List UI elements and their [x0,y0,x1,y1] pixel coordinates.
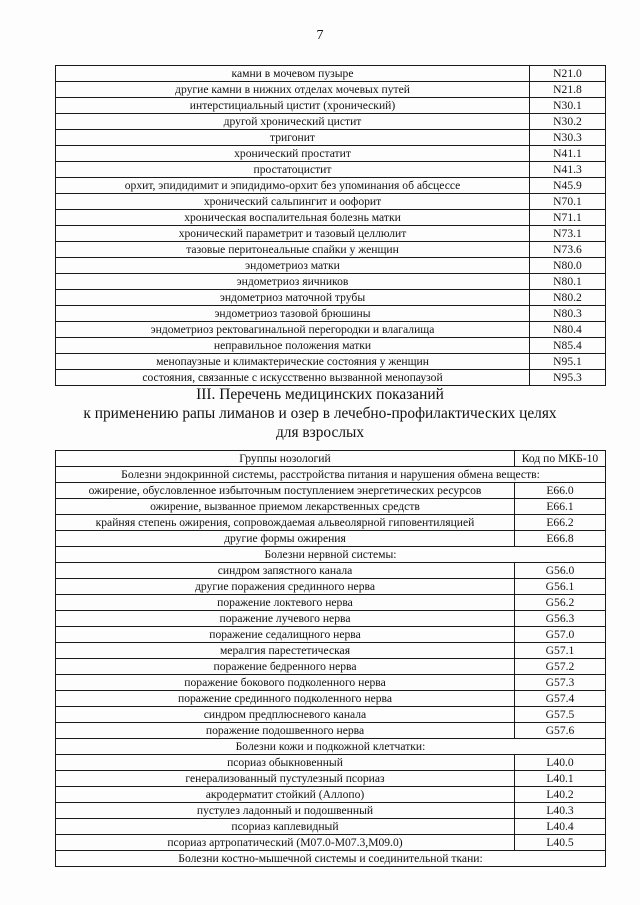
nosology-name: генерализованный пустулезный псориаз [56,771,515,787]
diagnosis-name: тригонит [56,130,530,146]
table-row [56,306,606,322]
nosology-name: другие поражения срединного нерва [56,579,515,595]
section-heading-line-3: для взрослых [275,424,365,441]
table-row [56,659,606,675]
table-row [56,579,606,595]
icd-code: N45.9 [530,178,606,194]
diagnosis-name: эндометриоз маточной трубы [56,290,530,306]
icd-code: N73.1 [530,226,606,242]
icd-code: N41.3 [530,162,606,178]
nosology-name: пустулез ладонный и подошвенный [56,803,515,819]
icd-code: E66.1 [515,499,606,515]
nosology-name: ожирение, обусловленное избыточным поступлением энергетических ресурсов [56,483,515,499]
table-header-row [56,451,606,467]
column-header-icd-code: Код по МКБ-10 [515,451,606,467]
nosology-name: поражение бокового подколенного нерва [56,675,515,691]
nosology-name: псориаз артропатический (M07.0-M07.3,M09.0) [56,835,515,851]
icd-code: N80.4 [530,322,606,338]
icd-code: N73.6 [530,242,606,258]
table-row [56,483,606,499]
table-row [56,114,606,130]
nosology-name: поражение подошвенного нерва [56,723,515,739]
disease-group-title: Болезни кожи и подкожной клетчатки: [56,739,606,755]
table-row [56,290,606,306]
diagnosis-name: хроническая воспалительная болезнь матки [56,210,530,226]
icd-code: N80.1 [530,274,606,290]
nosology-name: поражение седалищного нерва [56,627,515,643]
table-row [56,162,606,178]
table-row [56,627,606,643]
icd-code: N41.1 [530,146,606,162]
nosology-name: поражение срединного подколенного нерва [56,691,515,707]
diagnosis-name: эндометриоз яичников [56,274,530,290]
group-row [56,739,606,755]
disease-group-title: Болезни эндокринной системы, расстройства питания и нарушения обмена веществ: [56,467,606,483]
nosology-name: псориаз каплевидный [56,819,515,835]
icd-code: N70.1 [530,194,606,210]
icd-code: L40.5 [515,835,606,851]
table-row [56,707,606,723]
icd-code: G57.3 [515,675,606,691]
column-header-nosology: Группы нозологий [56,451,515,467]
icd-code: G56.0 [515,563,606,579]
table-row [56,691,606,707]
table-row [56,755,606,771]
icd-code: L40.0 [515,755,606,771]
icd-code: N80.3 [530,306,606,322]
icd-code: G56.3 [515,611,606,627]
diagnosis-name: состояния, связанные с искусственно вызванной менопаузой [56,370,530,386]
icd-code: N85.4 [530,338,606,354]
table-row [56,515,606,531]
icd-code: G57.6 [515,723,606,739]
nosology-name: синдром предплюсневого канала [56,707,515,723]
icd-code: N71.1 [530,210,606,226]
table-row [56,499,606,515]
table-row [56,643,606,659]
table-row [56,611,606,627]
icd-code: N80.2 [530,290,606,306]
table-row [56,210,606,226]
nosology-name: мералгия парестетическая [56,643,515,659]
page-number: 7 [316,28,324,43]
table-row [56,354,606,370]
diagnosis-name: хронический сальпингит и оофорит [56,194,530,210]
diagnosis-name: неправильное положения матки [56,338,530,354]
diagnosis-name: другие камни в нижних отделах мочевых путей [56,82,530,98]
icd-code: E66.8 [515,531,606,547]
diagnosis-name: орхит, эпидидимит и эпидидимо-орхит без упоминания об абсцессе [56,178,530,194]
group-row [56,547,606,563]
icd-code: L40.3 [515,803,606,819]
icd-code: G56.2 [515,595,606,611]
group-row [56,467,606,483]
diagnosis-table-continued [55,65,606,386]
icd-code: N80.0 [530,258,606,274]
section-heading [0,385,640,442]
icd-code: E66.0 [515,483,606,499]
icd-code: N21.0 [530,66,606,82]
diagnosis-name: хронический простатит [56,146,530,162]
table-row [56,178,606,194]
table-row [56,322,606,338]
table-row [56,66,606,82]
table-row [56,771,606,787]
diagnosis-name: хронический параметрит и тазовый целлюлит [56,226,530,242]
icd-code: L40.2 [515,787,606,803]
table-row [56,242,606,258]
table-row [56,595,606,611]
diagnosis-name: интерстициальный цистит (хронический) [56,98,530,114]
table-row [56,787,606,803]
table-row [56,835,606,851]
table-row [56,98,606,114]
diagnosis-name: эндометриоз тазовой брюшины [56,306,530,322]
table-row [56,226,606,242]
nosology-name: поражение бедренного нерва [56,659,515,675]
table-row [56,563,606,579]
table-row [56,531,606,547]
nosology-name: крайняя степень ожирения, сопровождаемая альвеолярной гиповентиляцией [56,515,515,531]
nosology-name: другие формы ожирения [56,531,515,547]
icd-code: E66.2 [515,515,606,531]
section-heading-line-1: III. Перечень медицинских показаний [196,386,444,403]
nosology-name: псориаз обыкновенный [56,755,515,771]
diagnosis-name: эндометриоз ректовагинальной перегородки и влагалища [56,322,530,338]
icd-code: G57.0 [515,627,606,643]
disease-group-title: Болезни нервной системы: [56,547,606,563]
table-row [56,82,606,98]
icd-code: G57.5 [515,707,606,723]
table-row [56,258,606,274]
icd-code: N95.3 [530,370,606,386]
nosology-name: поражение локтевого нерва [56,595,515,611]
icd-code: G57.2 [515,659,606,675]
table-row [56,675,606,691]
table-row [56,194,606,210]
diagnosis-name: эндометриоз матки [56,258,530,274]
icd-code: G57.1 [515,643,606,659]
diagnosis-name: простатоцистит [56,162,530,178]
table-row [56,803,606,819]
icd-code: G57.4 [515,691,606,707]
nosology-name: ожирение, вызванное приемом лекарственных средств [56,499,515,515]
diagnosis-name: менопаузные и климактерические состояния у женщин [56,354,530,370]
icd-code: N21.8 [530,82,606,98]
icd-code: N30.2 [530,114,606,130]
indications-table [55,450,606,867]
table-row [56,274,606,290]
table-row [56,370,606,386]
table-row [56,146,606,162]
icd-code: G56.1 [515,579,606,595]
nosology-name: синдром запястного канала [56,563,515,579]
table-row [56,130,606,146]
table-row [56,819,606,835]
group-row [56,851,606,867]
icd-code: N30.1 [530,98,606,114]
icd-code: N30.3 [530,130,606,146]
nosology-name: поражение лучевого нерва [56,611,515,627]
diagnosis-name: камни в мочевом пузыре [56,66,530,82]
diagnosis-name: другой хронический цистит [56,114,530,130]
section-heading-line-2: к применению рапы лиманов и озер в лечебно-профилактических целях [83,405,557,422]
table-row [56,723,606,739]
disease-group-title: Болезни костно-мышечной системы и соединительной ткани: [56,851,606,867]
nosology-name: акродерматит стойкий (Аллопо) [56,787,515,803]
table-row [56,338,606,354]
icd-code: N95.1 [530,354,606,370]
diagnosis-name: тазовые перитонеальные спайки у женщин [56,242,530,258]
icd-code: L40.4 [515,819,606,835]
icd-code: L40.1 [515,771,606,787]
